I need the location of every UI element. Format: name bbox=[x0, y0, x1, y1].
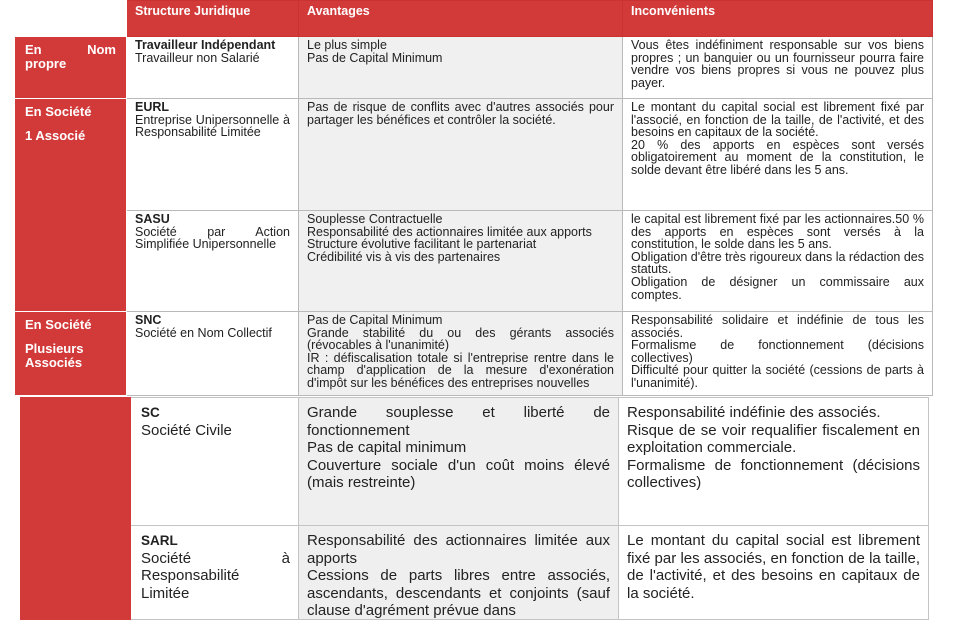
category-1-associe: En Société 1 Associé bbox=[15, 99, 127, 312]
table-row bbox=[21, 526, 929, 620]
structure-desc: Entreprise Unipersonnelle à Responsabilité Limitée bbox=[135, 112, 290, 140]
top-comparison-table bbox=[14, 0, 933, 396]
inconvenients-cell: Responsabilité indéfinie des associés. Risque de se voir requalifier fiscalement en exploitation commerciale. Formalisme de fonctionnement (décisions collectives) bbox=[619, 398, 929, 526]
table-row bbox=[15, 211, 933, 312]
category-nom-propre: En Nom propre bbox=[15, 37, 127, 99]
structure-cell bbox=[131, 398, 299, 526]
avantages-cell: Grande souplesse et liberté de fonctionnement Pas de capital minimum Couverture sociale d'un coût moins élevé (mais restreinte) bbox=[299, 398, 619, 526]
structure-cell bbox=[127, 312, 299, 396]
category-sidebar bbox=[21, 398, 131, 620]
bottom-comparison-table bbox=[20, 397, 929, 620]
structure-desc: Travailleur non Salarié bbox=[135, 50, 260, 65]
structure-desc: Société par Action Simplifiée Unipersonnelle bbox=[135, 224, 290, 252]
table-row bbox=[15, 99, 933, 211]
structure-cell bbox=[127, 211, 299, 312]
inconvenients-cell: Le montant du capital social est librement fixé par l'associé, en fonction de la taille, de l'activité, et des besoins en capitaux de la société. 20 % des apports en espèces sont versés obligatoirement au moment de la constitution, le solde devant être libéré dans les 5 ans. bbox=[623, 99, 933, 211]
structure-name: Travailleur Indépendant bbox=[135, 38, 276, 52]
inconvenients-cell: Le montant du capital social est librement fixé par les associés, en fonction de la taille, de l'activité, et des besoins en capitaux de la société. bbox=[619, 526, 929, 620]
avantages-cell: Pas de risque de conflits avec d'autres associés pour partager les bénéfices et contrôler la société. bbox=[299, 99, 623, 211]
structure-name: SC bbox=[141, 405, 160, 420]
structure-name: SNC bbox=[135, 313, 162, 327]
avantages-cell: Responsabilité des actionnaires limitée aux apports Cessions de parts libres entre associés, ascendants, descendants et conjoints (sauf clause d'agrément prévue dans bbox=[299, 526, 619, 620]
structure-name: EURL bbox=[135, 100, 170, 114]
header-blank bbox=[15, 1, 127, 37]
structure-desc-line: Société à bbox=[141, 549, 290, 567]
structure-cell: SARL Société à Responsabilité Limitée bbox=[131, 526, 299, 620]
header-avantages: Avantages bbox=[299, 1, 623, 37]
structure-name: SASU bbox=[135, 212, 170, 226]
table-row bbox=[21, 398, 929, 526]
avantages-cell: Souplesse Contractuelle Responsabilité des actionnaires limitée aux apports Structure évolutive facilitant le partenariat Crédibilité vis à vis des partenaires bbox=[299, 211, 623, 312]
structure-cell bbox=[127, 37, 299, 99]
table-row bbox=[15, 312, 933, 396]
inconvenients-cell: le capital est librement fixé par les actionnaires.50 % des apports en espèces sont versés à la constitution, le solde dans les 5 ans. Obligation d'être très rigoureux dans la rédaction des statuts. Obligation de désigner un commissaire aux comptes. bbox=[623, 211, 933, 312]
avantages-cell: Le plus simple Pas de Capital Minimum bbox=[299, 37, 623, 99]
structure-desc: Société en Nom Collectif bbox=[135, 325, 272, 340]
header-structure: Structure Juridique bbox=[127, 1, 299, 37]
structure-desc: Société Civile bbox=[141, 421, 232, 439]
inconvenients-cell: Responsabilité solidaire et indéfinie de tous les associés. Formalisme de fonctionnement (décisions collectives) Difficulté pour quitter la société (cessions de parts à l'unanimité). bbox=[623, 312, 933, 396]
avantages-cell: Pas de Capital Minimum Grande stabilité du ou des gérants associés (révocables à l'unanimité) IR : défiscalisation totale si l'entreprise rentre dans le champ d'application de la mesure d'exonération d'impôt sur les bénéfices des entreprises nouvelles bbox=[299, 312, 623, 396]
table-row bbox=[15, 37, 933, 99]
inconvenients-cell: Vous êtes indéfiniment responsable sur vos biens propres ; un banquier ou un fournisseur pourra faire vendre vos biens propres si vous ne pouvez plus payer. bbox=[623, 37, 933, 99]
structure-name: SARL bbox=[141, 533, 178, 548]
structure-cell bbox=[127, 99, 299, 211]
category-plusieurs-associes: En Société Plusieurs Associés bbox=[15, 312, 127, 396]
header-row bbox=[15, 1, 933, 37]
header-inconvenients: Inconvénients bbox=[623, 1, 933, 37]
